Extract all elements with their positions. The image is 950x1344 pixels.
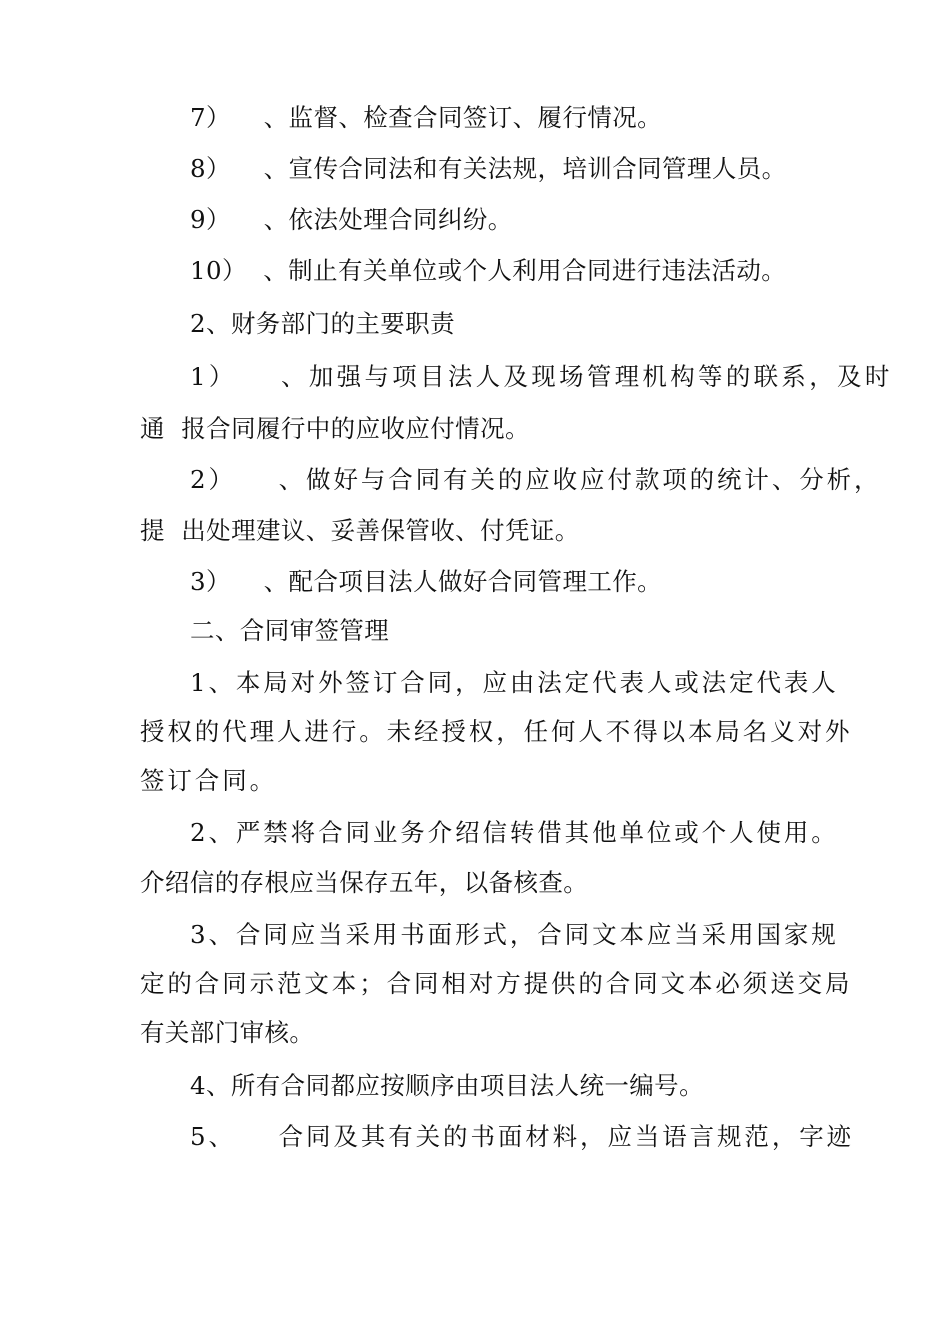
finance-item-2-line-2: 提 出处理建议、妥善保管收、付凭证。 xyxy=(140,516,580,545)
section-contract-review-heading: 二、合同审签管理 xyxy=(190,616,390,645)
review-item-1-line-1: 1、本局对外签订合同，应由法定代表人或法定代表人 xyxy=(190,668,839,697)
review-item-2-line-2: 介绍信的存根应当保存五年，以备核查。 xyxy=(140,868,589,897)
review-item-2-line-1: 2、严禁将合同业务介绍信转借其他单位或个人使用。 xyxy=(190,818,839,847)
review-item-3-line-1: 3、合同应当采用书面形式，合同文本应当采用国家规 xyxy=(190,920,839,949)
review-item-3-line-2: 定的合同示范文本；合同相对方提供的合同文本必须送交局 xyxy=(140,969,853,998)
review-item-3-line-3: 有关部门审核。 xyxy=(140,1018,315,1047)
review-item-5-line-1: 5、 合同及其有关的书面材料，应当语言规范，字迹 xyxy=(190,1122,855,1151)
item-9-handle-disputes: 9） 、依法处理合同纠纷。 xyxy=(190,205,513,234)
item-8-promote-contract-law: 8） 、宣传合同法和有关法规，培训合同管理人员。 xyxy=(190,154,787,183)
finance-item-2-line-1: 2） 、做好与合同有关的应收应付款项的统计、分析， xyxy=(190,465,882,494)
finance-item-1-line-1: 1） 、加强与项目法人及现场管理机构等的联系，及时 xyxy=(190,362,893,391)
review-item-1-line-3: 签订合同。 xyxy=(140,766,277,795)
finance-item-1-line-2: 通 报合同履行中的应收应付情况。 xyxy=(140,414,530,443)
section-finance-duties-heading: 2、财务部门的主要职责 xyxy=(190,309,455,338)
finance-item-3: 3） 、配合项目法人做好合同管理工作。 xyxy=(190,567,663,596)
review-item-1-line-2: 授权的代理人进行。未经授权，任何人不得以本局名义对外 xyxy=(140,717,853,746)
item-7-supervise-contracts: 7） 、监督、检查合同签订、履行情况。 xyxy=(190,103,663,132)
review-item-4: 4、所有合同都应按顺序由项目法人统一编号。 xyxy=(190,1071,704,1100)
item-10-prevent-illegal-activity: 10） 、制止有关单位或个人利用合同进行违法活动。 xyxy=(190,256,787,285)
